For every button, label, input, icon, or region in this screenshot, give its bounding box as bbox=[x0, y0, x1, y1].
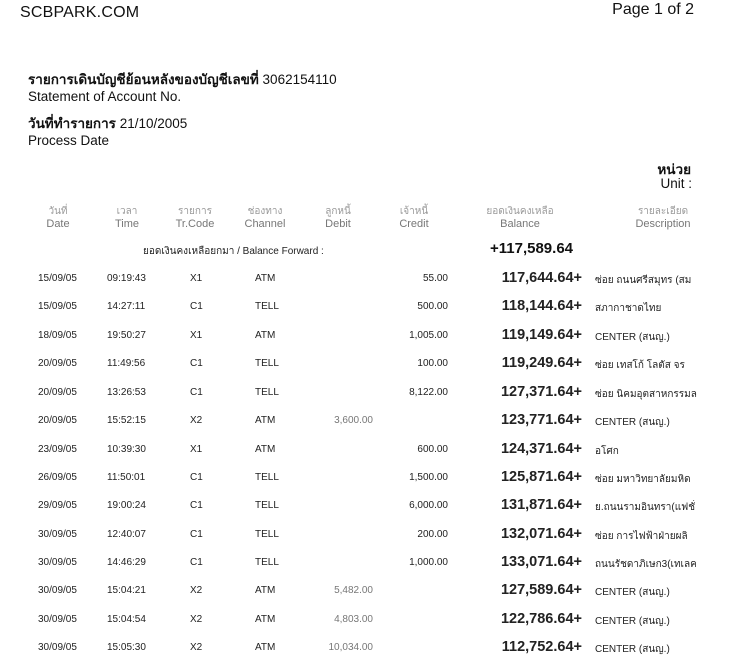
column-header-time-en: Time bbox=[114, 218, 140, 230]
cell-time: 15:52:15 bbox=[107, 415, 146, 426]
cell-time: 19:50:27 bbox=[107, 330, 146, 341]
cell-credit: 1,000.00 bbox=[409, 557, 448, 568]
cell-code: X2 bbox=[190, 614, 203, 625]
unit-label-en: Unit : bbox=[660, 176, 692, 191]
cell-channel: TELL bbox=[255, 557, 279, 568]
column-header-balance bbox=[478, 205, 562, 231]
column-header-credit-en: Credit bbox=[399, 218, 429, 230]
cell-description: CENTER (สนญ.) bbox=[595, 587, 670, 598]
cell-channel: TELL bbox=[255, 301, 279, 312]
cell-code: X1 bbox=[190, 273, 203, 284]
column-header-balance-en: Balance bbox=[500, 218, 540, 230]
column-header-time-th: เวลา bbox=[116, 206, 138, 217]
table-row bbox=[0, 611, 737, 629]
cell-balance: 133,071.64+ bbox=[500, 554, 582, 570]
column-header-date bbox=[38, 205, 78, 231]
column-header-debit-en: Debit bbox=[325, 218, 351, 230]
table-row bbox=[0, 298, 737, 316]
cell-description: ถนนรัชดาภิเษก3(เทเลค bbox=[595, 559, 697, 570]
cell-date: 20/09/05 bbox=[38, 387, 77, 398]
cell-credit: 1,500.00 bbox=[409, 472, 448, 483]
table-row bbox=[0, 526, 737, 544]
cell-time: 09:19:43 bbox=[107, 273, 146, 284]
cell-credit: 8,122.00 bbox=[409, 387, 448, 398]
cell-channel: ATM bbox=[255, 614, 276, 625]
cell-time: 11:49:56 bbox=[107, 358, 146, 369]
cell-date: 30/09/05 bbox=[38, 585, 77, 596]
cell-debit: 5,482.00 bbox=[334, 585, 373, 596]
site-name: SCBPARK.COM bbox=[20, 4, 140, 21]
cell-balance: 131,871.64+ bbox=[500, 497, 582, 513]
cell-time: 12:40:07 bbox=[107, 529, 146, 540]
table-row bbox=[0, 497, 737, 515]
cell-time: 13:26:53 bbox=[107, 387, 146, 398]
cell-balance: 132,071.64+ bbox=[500, 526, 582, 542]
column-header-channel-en: Channel bbox=[244, 218, 286, 230]
cell-code: C1 bbox=[190, 557, 203, 568]
column-header-code-en: Tr.Code bbox=[175, 218, 215, 230]
cell-code: C1 bbox=[190, 301, 203, 312]
cell-balance: 118,144.64+ bbox=[501, 298, 582, 314]
cell-date: 29/09/05 bbox=[38, 500, 77, 511]
cell-debit: 4,803.00 bbox=[334, 614, 373, 625]
cell-description: CENTER (สนญ.) bbox=[595, 616, 670, 627]
column-header-time bbox=[107, 205, 147, 231]
cell-channel: ATM bbox=[255, 330, 276, 341]
table-row bbox=[0, 384, 737, 402]
cell-debit: 10,034.00 bbox=[328, 642, 373, 653]
column-header-credit-th: เจ้าหนี้ bbox=[399, 206, 429, 217]
cell-description: ซ่อย มหาวิทยาลัยมหิด bbox=[595, 474, 691, 485]
cell-channel: TELL bbox=[255, 500, 279, 511]
cell-balance: 112,752.64+ bbox=[501, 639, 582, 655]
unit-label-th: หน่วย bbox=[657, 162, 691, 177]
column-header-code-th: รายการ bbox=[178, 206, 212, 217]
cell-code: X2 bbox=[190, 415, 203, 426]
column-header-debit bbox=[318, 205, 358, 231]
column-header-description-en: Description bbox=[635, 218, 691, 230]
cell-time: 14:27:11 bbox=[107, 301, 146, 312]
column-header-channel-th: ช่องทาง bbox=[247, 206, 283, 217]
cell-description: สภากาชาดไทย bbox=[595, 303, 662, 314]
cell-date: 30/09/05 bbox=[38, 614, 77, 625]
cell-date: 18/09/05 bbox=[38, 330, 77, 341]
account-heading bbox=[28, 72, 337, 88]
cell-channel: TELL bbox=[255, 387, 279, 398]
cell-channel: ATM bbox=[255, 585, 276, 596]
column-header-date-th: วันที่ bbox=[48, 206, 68, 217]
table-row bbox=[0, 355, 737, 373]
cell-time: 14:46:29 bbox=[107, 557, 146, 568]
cell-description: ซ่อย ถนนศรีสมุทร (สม bbox=[595, 275, 692, 286]
cell-channel: TELL bbox=[255, 358, 279, 369]
cell-credit: 200.00 bbox=[417, 529, 448, 540]
table-row bbox=[0, 270, 737, 288]
cell-code: C1 bbox=[190, 387, 203, 398]
page-number: Page 1 of 2 bbox=[612, 1, 694, 18]
cell-credit: 55.00 bbox=[422, 273, 448, 284]
cell-date: 15/09/05 bbox=[38, 301, 77, 312]
cell-credit: 1,005.00 bbox=[409, 330, 448, 341]
cell-date: 30/09/05 bbox=[38, 557, 77, 568]
cell-code: C1 bbox=[190, 529, 203, 540]
account-label-en: Statement of Account No. bbox=[28, 89, 182, 104]
cell-channel: ATM bbox=[255, 444, 276, 455]
account-number: 3062154110 bbox=[262, 72, 337, 87]
cell-date: 30/09/05 bbox=[38, 642, 77, 653]
cell-credit: 500.00 bbox=[417, 301, 448, 312]
table-row bbox=[0, 639, 737, 657]
cell-balance: 123,771.64+ bbox=[500, 412, 582, 428]
cell-credit: 600.00 bbox=[417, 444, 448, 455]
column-header-date-en: Date bbox=[46, 218, 70, 230]
account-label-th: รายการเดินบัญชีย้อนหลังของบัญชีเลขที่ bbox=[28, 72, 259, 87]
cell-channel: ATM bbox=[255, 273, 276, 284]
cell-balance: 124,371.64+ bbox=[500, 441, 582, 457]
cell-balance: 119,149.64+ bbox=[501, 327, 582, 343]
cell-date: 23/09/05 bbox=[38, 444, 77, 455]
cell-credit: 100.00 bbox=[417, 358, 448, 369]
cell-date: 15/09/05 bbox=[38, 273, 77, 284]
cell-code: X1 bbox=[190, 444, 203, 455]
table-row bbox=[0, 327, 737, 345]
cell-description: ซ่อย นิคมอุตสาหกรรมล bbox=[595, 389, 697, 400]
cell-time: 15:04:21 bbox=[107, 585, 146, 596]
table-row bbox=[0, 554, 737, 572]
cell-date: 20/09/05 bbox=[38, 415, 77, 426]
column-header-credit bbox=[394, 205, 434, 231]
cell-credit: 6,000.00 bbox=[409, 500, 448, 511]
cell-balance: 117,644.64+ bbox=[501, 270, 582, 286]
column-header-channel bbox=[240, 205, 290, 231]
cell-time: 11:50:01 bbox=[107, 472, 146, 483]
cell-balance: 119,249.64+ bbox=[501, 355, 582, 371]
cell-channel: ATM bbox=[255, 415, 276, 426]
cell-debit: 3,600.00 bbox=[334, 415, 373, 426]
cell-code: C1 bbox=[190, 358, 203, 369]
cell-date: 30/09/05 bbox=[38, 529, 77, 540]
cell-channel: TELL bbox=[255, 472, 279, 483]
table-row bbox=[0, 412, 737, 430]
cell-channel: TELL bbox=[255, 529, 279, 540]
cell-time: 15:05:30 bbox=[107, 642, 146, 653]
cell-description: CENTER (สนญ.) bbox=[595, 644, 670, 655]
column-header-code bbox=[170, 205, 220, 231]
column-header-debit-th: ลูกหนี้ bbox=[325, 206, 351, 217]
cell-time: 15:04:54 bbox=[107, 614, 146, 625]
cell-code: X2 bbox=[190, 585, 203, 596]
process-label-en: Process Date bbox=[28, 133, 110, 148]
balance-forward-value: +117,589.64 bbox=[490, 240, 574, 257]
column-header-balance-th: ยอดเงินคงเหลือ bbox=[486, 206, 554, 217]
table-row bbox=[0, 441, 737, 459]
process-date: 21/10/2005 bbox=[119, 116, 188, 131]
cell-time: 10:39:30 bbox=[107, 444, 146, 455]
cell-description: CENTER (สนญ.) bbox=[595, 417, 670, 428]
cell-description: CENTER (สนญ.) bbox=[595, 332, 670, 343]
cell-description: อโศก bbox=[595, 446, 619, 457]
cell-balance: 127,589.64+ bbox=[500, 582, 582, 598]
cell-balance: 122,786.64+ bbox=[500, 611, 582, 627]
column-header-description bbox=[628, 205, 698, 231]
cell-channel: ATM bbox=[255, 642, 276, 653]
cell-balance: 125,871.64+ bbox=[500, 469, 582, 485]
cell-description: ซ่อย เทสโก้ โลตัส จร bbox=[595, 360, 685, 371]
cell-code: C1 bbox=[190, 472, 203, 483]
cell-description: ย.ถนนรามอินทรา(แฟชั่ bbox=[595, 502, 696, 513]
cell-code: C1 bbox=[190, 500, 203, 511]
cell-time: 19:00:24 bbox=[107, 500, 146, 511]
cell-code: X2 bbox=[190, 642, 203, 653]
column-header-description-th: รายละเอียด bbox=[637, 206, 689, 217]
table-row bbox=[0, 469, 737, 487]
process-heading bbox=[28, 116, 187, 132]
cell-description: ซ่อย การไฟฟ้าฝ่ายผลิ bbox=[595, 531, 688, 542]
balance-forward-label: ยอดเงินคงเหลือยกมา / Balance Forward : bbox=[143, 246, 324, 257]
cell-code: X1 bbox=[190, 330, 203, 341]
table-row bbox=[0, 582, 737, 600]
cell-date: 20/09/05 bbox=[38, 358, 77, 369]
cell-balance: 127,371.64+ bbox=[500, 384, 582, 400]
cell-date: 26/09/05 bbox=[38, 472, 77, 483]
process-label-th: วันที่ทำรายการ bbox=[28, 116, 116, 131]
